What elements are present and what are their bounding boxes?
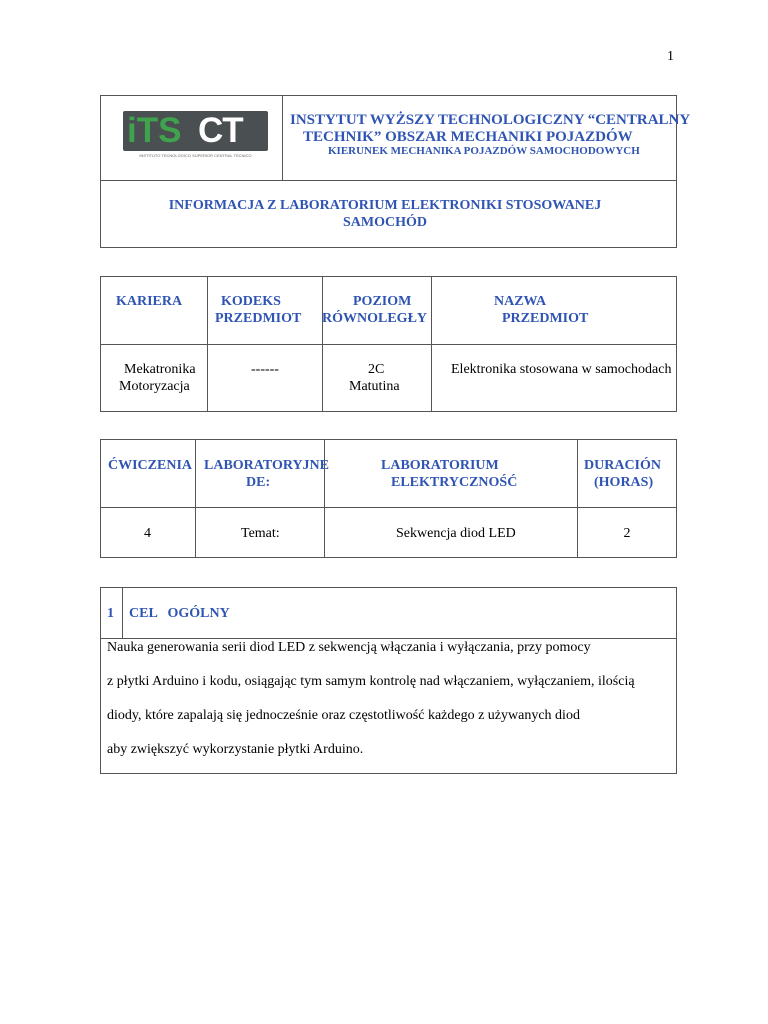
course-header-career: KARIERA (116, 294, 183, 309)
institute-name-line1: INSTYTUT WYŻSZY TECHNOLOGICZNY “CENTRALNY (290, 112, 691, 128)
course-header-name-line2: PRZEDMIOT (502, 311, 589, 326)
objective-number: 1 (107, 606, 114, 621)
course-level-line2: Matutina (349, 379, 400, 394)
institute-name-line2: TECHNIK” OBSZAR MECHANIKI POJAZDÓW (303, 129, 633, 145)
objective-text-line: Nauka generowania serii diod LED z sekwencją włączania i wyłączania, przy pomocy (107, 640, 591, 655)
lab-duration-value: 2 (623, 526, 631, 541)
objective-text-line: aby zwiększyć wykorzystanie płytki Arduino. (107, 742, 364, 757)
lab-topic-value: Sekwencja diod LED (396, 526, 516, 541)
logo-subtitle: INSTITUTO TECNOLÓGICO SUPERIOR CENTRAL TÉCNICO (139, 153, 252, 158)
course-subject-name: Elektronika stosowana w samochodach (451, 362, 672, 377)
header-divider-vertical (282, 95, 283, 180)
lab-table-col-divider (195, 439, 196, 558)
logo-its-text: iTS (127, 111, 182, 150)
objective-number-divider (122, 587, 123, 638)
course-code-value: ------ (251, 362, 279, 377)
course-table-row-divider (100, 344, 677, 345)
course-table-col-divider (322, 276, 323, 412)
course-header-level-line2: RÓWNOLEGŁY (322, 311, 428, 326)
objective-text-line: z płytki Arduino i kodu, osiągając tym samym kontrolę nad włączaniem, wyłączaniem, ilością (107, 674, 635, 689)
course-header-code-line2: PRZEDMIOT (215, 311, 302, 326)
course-career-line2: Motoryzacja (119, 379, 190, 394)
course-header-name-line1: NAZWA (494, 294, 547, 309)
lab-header-lab-line1: LABORATORYJNE (204, 458, 330, 473)
report-title-line2: SAMOCHÓD (343, 215, 427, 230)
page-number: 1 (667, 49, 674, 64)
lab-table-row-divider (100, 507, 677, 508)
lab-header-exercise: ĆWICZENIA (108, 458, 193, 473)
lab-header-lab-line2: DE: (246, 475, 271, 490)
lab-topic-label: Temat: (241, 526, 280, 541)
institute-department: KIERUNEK MECHANIKA POJAZDÓW SAMOCHODOWYCH (328, 145, 640, 157)
course-table-col-divider (431, 276, 432, 412)
header-divider-horizontal (100, 180, 677, 181)
course-table-col-divider (207, 276, 208, 412)
logo-ct-text: CT (198, 111, 243, 150)
logo-badge (123, 111, 268, 151)
course-header-level-line1: POZIOM (353, 294, 412, 309)
lab-header-duration-line1: DURACIÓN (584, 458, 661, 473)
course-header-code-line1: KODEKS (221, 294, 281, 309)
course-career-line1: Mekatronika (124, 362, 196, 377)
lab-header-laboratory-line2: ELEKTRYCZNOŚĆ (391, 475, 518, 490)
lab-exercise-number: 4 (144, 526, 151, 541)
lab-header-laboratory-line1: LABORATORIUM (381, 458, 499, 473)
lab-header-duration-line2: (HORAS) (594, 475, 654, 490)
report-title-line1: INFORMACJA Z LABORATORIUM ELEKTRONIKI STOSOWANEJ (168, 198, 602, 213)
objective-title: CEL OGÓLNY (129, 606, 230, 621)
institute-logo (123, 111, 268, 161)
objective-text-line: diody, które zapalają się jednocześnie oraz częstotliwość każdego z używanych diod (107, 708, 580, 723)
course-level-line1: 2C (368, 362, 385, 377)
